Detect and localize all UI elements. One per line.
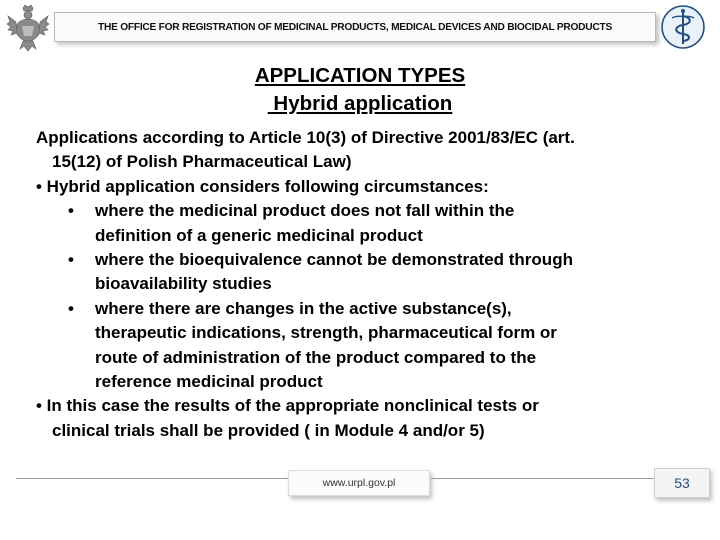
slide-body bbox=[36, 126, 696, 443]
page-number: 53 bbox=[674, 475, 690, 491]
office-name: THE OFFICE FOR REGISTRATION OF MEDICINAL PRODUCTS, MEDICAL DEVICES AND BIOCIDAL PRODUCTS bbox=[98, 21, 612, 33]
sub-bullet-3-line-4: reference medicinal product bbox=[95, 372, 323, 392]
bullet-marker: • bbox=[68, 201, 74, 221]
bullet-results-line-1: • In this case the results of the appropriate nonclinical tests or bbox=[36, 396, 539, 416]
intro-text-line-1: Applications according to Article 10(3) of Directive 2001/83/EC (art. bbox=[36, 128, 575, 147]
header bbox=[0, 0, 720, 56]
sub-bullet-1 bbox=[36, 199, 696, 223]
intro-text-line-2: 15(12) of Polish Pharmaceutical Law) bbox=[52, 152, 352, 172]
bullet-marker: • bbox=[68, 298, 74, 318]
footer-url-link[interactable]: www.urpl.gov.pl bbox=[322, 477, 396, 489]
bullet-marker: • bbox=[68, 250, 74, 270]
sub-bullet-2 bbox=[36, 248, 696, 272]
page-number-box bbox=[654, 468, 710, 498]
caduceus-logo-icon bbox=[660, 4, 706, 50]
bullet-results-line-2: clinical trials shall be provided ( in Module 4 and/or 5) bbox=[52, 420, 485, 440]
polish-eagle-emblem-icon bbox=[6, 4, 50, 52]
sub-bullet-3-line-2: therapeutic indications, strength, pharmaceutical form or bbox=[95, 323, 557, 343]
sub-bullet-2-line-2: bioavailability studies bbox=[95, 274, 272, 294]
sub-bullet-2-line-1: where the bioequivalence cannot be demonstrated through bbox=[95, 250, 573, 270]
sub-bullet-1-line-1: where the medicinal product does not fall within the bbox=[95, 201, 515, 221]
sub-bullet-3-line-3: route of administration of the product compared to the bbox=[95, 347, 537, 367]
office-name-banner bbox=[54, 12, 656, 42]
page-title: APPLICATION TYPES bbox=[254, 64, 466, 87]
page-subtitle: Hybrid application bbox=[267, 92, 453, 115]
sub-bullet-3-line-1: where there are changes in the active substance(s), bbox=[95, 298, 512, 318]
sub-bullet-3 bbox=[36, 297, 696, 321]
bullet-hybrid-circumstances: • Hybrid application considers following circumstances: bbox=[36, 176, 489, 196]
footer-url-box[interactable] bbox=[288, 470, 430, 496]
sub-bullet-1-line-2: definition of a generic medicinal product bbox=[95, 225, 423, 245]
